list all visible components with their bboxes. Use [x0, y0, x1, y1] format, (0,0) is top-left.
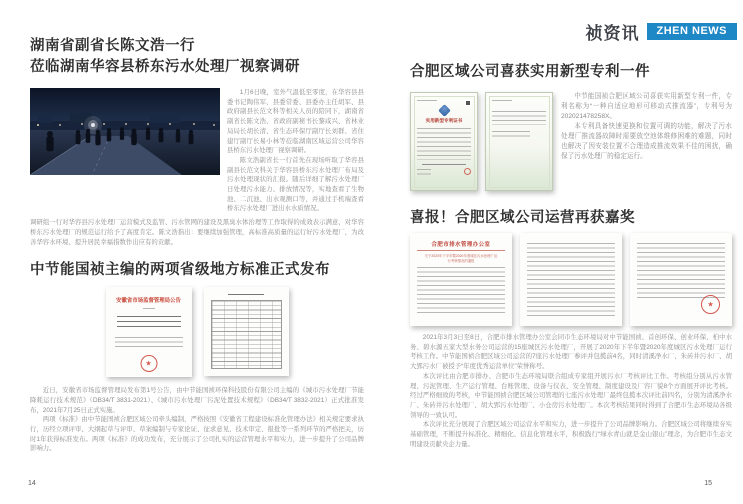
article3-content	[410, 92, 732, 191]
official-seal-icon	[464, 168, 471, 175]
patent-certificate-thumb-2	[485, 92, 553, 191]
text-lines-placeholder	[143, 308, 155, 311]
certificate-footer	[417, 168, 471, 175]
text-lines-placeholder	[117, 316, 181, 331]
article3-title: 合肥区域公司喜获实用新型专利一件	[410, 64, 650, 80]
official-seal-icon	[701, 295, 720, 314]
article4-title: 喜报！合肥区域公司运营再获嘉奖	[410, 210, 635, 226]
article1-content	[30, 88, 364, 214]
divider	[422, 164, 466, 165]
masthead	[586, 19, 738, 44]
patent-certificate-title: 实用新型专利证书	[425, 118, 463, 123]
cnipa-emblem-icon	[438, 104, 451, 117]
text-lines-placeholder	[492, 131, 530, 139]
page-number-left: 14	[28, 480, 36, 487]
left-page	[30, 36, 364, 454]
text-lines-placeholder	[417, 267, 505, 315]
article1-title-line1: 湖南省副省长陈文浩一行	[30, 38, 195, 54]
article-paragraph: 本次评比充分展现了合肥区域公司运营水平和实力，进一步提升了公司品牌影响力。合肥区域公司将继续夯实基础管理，不断提升标准化、精细化、信息化管理水平，积极践行“绿水青山就是金山银山”理念，为合肥市生态文明建设贡献央企力量。	[410, 421, 732, 448]
article-paragraph: 本次评比由合肥市排办、合肥市生态环境局联合组成专家组开展污水厂考核评比工作。考核组分别从污水管理、污泥管理、生产运行管理、台账管理、设备与仪表、安全管理、制度建设及厂容厂貌8个方面展开评比考核。经过严格细致的考核，中节能国祯合肥区域公司管理的七座污水处理厂最终包揽本次评比前四名，分别为清溪净水厂、朱砖井污水处理厂、胡大郢污水处理厂、小仓房污水处理厂。本次考核结果同时得到了合肥市生态环境局各级领导的一致认可。	[410, 372, 732, 419]
award-doc-subtitle: 关于2020年下半年暨2020年度城区污水处理厂运行考核情况的通报	[424, 254, 498, 263]
article-paragraph: 两项《标准》由中节能国祯合肥区域公司牵头编制，严格按照《安徽省工程建设标准化管理办法》相关规定要求执行，历经立项评审、大纲起草与评审、草案编制与专家论证、征求意见、技术审定、报批等一系列环节的严格把关，历时1年获得标准发布。两项《标准》的成功发布，充分展示了公司扎实的运营管理水平和实力，进一步提升了公司品牌影响力。	[30, 416, 364, 453]
text-lines-placeholder	[492, 100, 512, 103]
standards-table-grid	[211, 300, 282, 369]
zhen-news-badge: ZHEN NEWS	[647, 23, 738, 40]
text-lines-placeholder	[417, 100, 437, 103]
article-paragraph: 调研组一行对华容县污水处理厂运营模式及监管、污水管网的建设及黑臭水体治理等工作取得的成效表示满意，对华容桥东污水处理厂的规范运行给予了高度肯定。陈文浩指出：要继续加强管理，高标准高质量的运行好污水处理厂，为改善华容水环境、提升居民幸福指数作出应有的贡献。	[30, 219, 364, 246]
qr-code-icon	[465, 100, 471, 106]
official-seal-icon	[140, 355, 157, 372]
text-lines-placeholder	[115, 337, 183, 348]
text-lines-placeholder	[637, 243, 725, 299]
article-paragraph: 近日，安徽省市场监督管理局发布第1号公告，由中节能国祯环保科技股份有限公司主编的《城市污水处理厂节能降耗运行技术规范》（DB34/T 3831-2021）、《城市污水处理厂污泥处置技术规程》（DB34/T 3832-2021）正式批准发布，2021年7月25日正式实施。	[30, 387, 364, 414]
award-doc-header: 合肥市排水管理办公室	[431, 242, 491, 248]
article-paragraph: 1月6日晚，室外气温低至零度，在华容县县委书记陶伟军、县委常委、县委办主任胡军、县政府副县长范文科等相关人员的陪同下，湖南省副省长陈文浩、省政府副秘书长黎咸兴、省林业局局长胡长清、省生态环保厅副厅长刘群、省住建厅副厅长易小林等莅临湖南区域运营公司华容县桥东污水处理厂视察调研。	[227, 89, 364, 155]
night-inspection-photo	[30, 88, 220, 175]
announcement-doc-title: 安徽省市场监督管理局公告	[116, 298, 181, 305]
article2-body	[30, 386, 364, 454]
article2-title: 中节能国祯主编的两项省级地方标准正式发布	[30, 262, 330, 279]
article-paragraph: 陈文浩副省长一行首先在现场听取了华容县副县长范文科关于华容县桥东污水处理厂布局及污水处理现状的汇报。随后详细了解污水处理厂日处理污水能力、排放情况等，实地查看了生物池、二沉池、出水观测口等，并通过手机端查看桥东污水处理厂进出水水质情况。	[227, 156, 364, 213]
article-paragraph: 本专利具备快速更换和位置可调的功能，解决了污水处理厂推流器故障时需要放空池体维修困难的难题，同时也解决了因安装位置不合理造成推流效果不佳的困扰，确保了污水处理厂的稳定运行。	[561, 123, 732, 160]
article2-documents	[30, 287, 364, 377]
standards-table-thumb	[204, 287, 289, 376]
award-notice-doc-1	[410, 233, 512, 326]
article1-title-line2: 莅临湖南华容县桥东污水处理厂视察调研	[30, 59, 300, 75]
patent-certificate-thumb-1	[410, 92, 478, 191]
patent-certificates	[410, 92, 553, 191]
announcement-document-thumb	[106, 287, 192, 377]
article-paragraph: 2021年3月3日至8日，合肥市排水管理办公室会同市生态环境局对中节能国祯、首创环保、创业环保、柏中水务、碧水源五家大型水务公司运营的15座城区污水处理厂，开展了2020年下半年暨2020年度城区污水处理厂运行考核工作。中节能国祯合肥区域公司运营的7座污水处理厂参评并包揽前4名，同时清溪净水厂、朱砖井污水厂、胡大郢污水厂被授予“年度优秀运营单位”荣誉称号。	[410, 334, 732, 371]
text-lines-placeholder	[417, 169, 431, 175]
text-lines-placeholder	[492, 111, 546, 125]
text-lines-placeholder	[417, 128, 471, 160]
award-notice-doc-2	[520, 233, 622, 326]
article4-documents	[410, 233, 732, 326]
page-number-right: 15	[704, 480, 712, 487]
brand-title: 祯资讯	[585, 24, 640, 43]
right-page	[410, 62, 732, 449]
article4-body	[410, 333, 732, 449]
award-notice-doc-3	[630, 233, 732, 326]
divider	[417, 250, 505, 251]
text-lines-placeholder	[527, 243, 615, 317]
text-lines-placeholder	[228, 294, 264, 297]
article-paragraph: 中节能国祯合肥区域公司喜获实用新型专利一件，专利名称为“一种自适应地形可移动式推流器”，专利号为202021478258X。	[561, 93, 732, 120]
